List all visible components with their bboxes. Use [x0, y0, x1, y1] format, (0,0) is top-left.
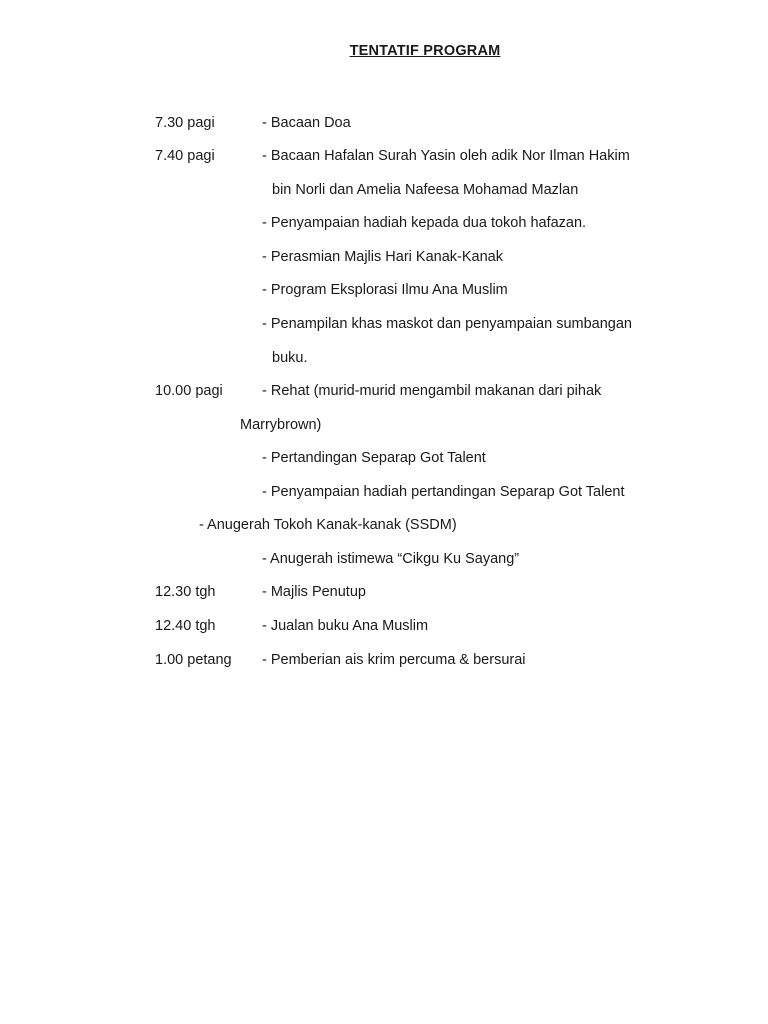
time-label: 12.30 tgh [155, 584, 216, 600]
program-item-continuation: Marrybrown) [240, 417, 322, 433]
time-label: 1.00 petang [155, 652, 232, 668]
program-item: - Penyampaian hadiah kepada dua tokoh hafazan. [262, 215, 587, 231]
program-item: - Jualan buku Ana Muslim [262, 618, 429, 634]
program-item: - Anugerah Tokoh Kanak-kanak (SSDM) [199, 517, 457, 533]
time-label: 7.30 pagi [155, 115, 215, 131]
time-label: 10.00 pagi [155, 383, 223, 399]
program-item-continuation: bin Norli dan Amelia Nafeesa Mohamad Mazlan [272, 182, 579, 198]
program-item: - Rehat (murid-murid mengambil makanan dari pihak [262, 383, 602, 399]
program-item: - Bacaan Hafalan Surah Yasin oleh adik Nor Ilman Hakim [262, 148, 630, 164]
time-label: 7.40 pagi [155, 148, 215, 164]
program-item: - Anugerah istimewa “Cikgu Ku Sayang” [262, 551, 520, 567]
program-item: - Program Eksplorasi Ilmu Ana Muslim [262, 282, 508, 298]
program-item: - Pertandingan Separap Got Talent [262, 450, 486, 466]
program-item: - Penyampaian hadiah pertandingan Separap Got Talent [262, 484, 625, 500]
program-item: - Pemberian ais krim percuma & bersurai [262, 652, 526, 668]
program-item: - Bacaan Doa [262, 115, 351, 131]
program-item-continuation: buku. [272, 350, 308, 366]
page-title: TENTATIF PROGRAM [349, 43, 501, 59]
program-item: - Penampilan khas maskot dan penyampaian sumbangan [262, 316, 632, 332]
program-item: - Perasmian Majlis Hari Kanak-Kanak [262, 249, 503, 265]
time-label: 12.40 tgh [155, 618, 216, 634]
program-item: - Majlis Penutup [262, 584, 366, 600]
